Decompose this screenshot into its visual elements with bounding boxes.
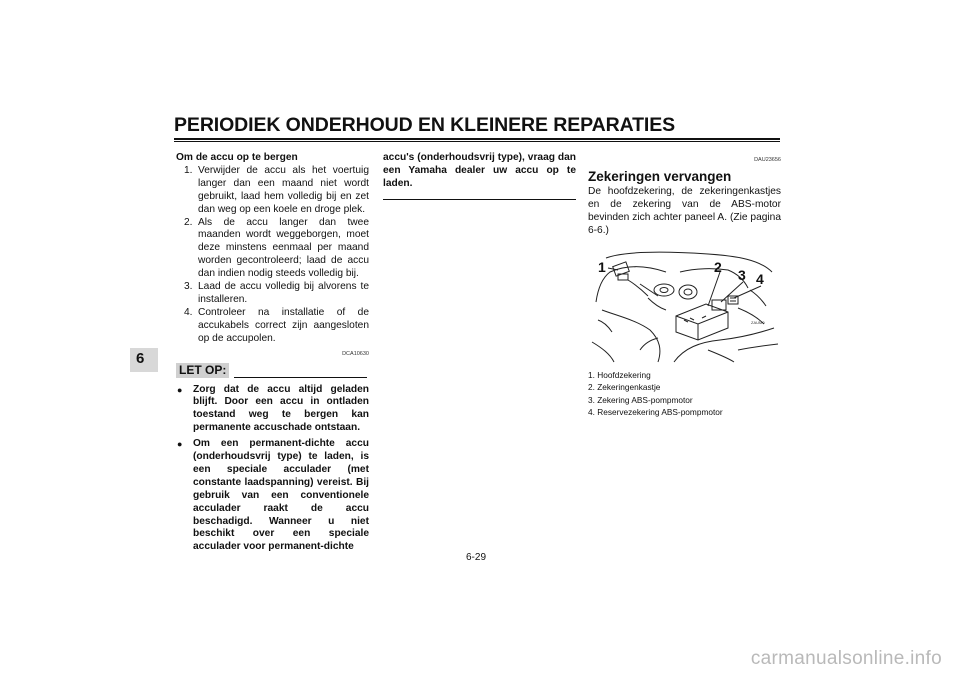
step-number: 3. (184, 281, 193, 293)
section-body: De hoofdzekering, de zekeringenkastjes en de zekering van de ABS-motor bevinden zich achter paneel A. (Zie pagina 6-6.) (588, 185, 781, 236)
step-item (176, 217, 369, 282)
fuse-box-illustration (588, 250, 781, 364)
column-1 (176, 152, 369, 554)
caution-bullet (176, 438, 369, 554)
step-text: Laad de accu volledig bij alvorens te installeren. (198, 281, 369, 305)
column-3 (588, 152, 781, 419)
caution-text: Om een permanent-dichte accu (onderhoudsvrij type) te laden, is een speciale acculader (met constante laadspanning) vereist. Bij gebruik van een conventionele acculader raakt de accu beschadigd. Wanneer u niet beschikt over een speciale acculader voor permanent-dichte (193, 438, 369, 553)
column-2 (383, 152, 576, 200)
callout-1: 1 (598, 258, 606, 275)
section-title: Zekeringen vervangen (588, 168, 732, 184)
chapter-number: 6 (136, 350, 145, 367)
caution-bullet (176, 384, 369, 436)
step-text: Verwijder de accu als het voertuig langer dan een maand niet wordt gebruikt, laad hem volledig bij en zet dan weg op een koele en droge plek. (198, 164, 369, 215)
callout-2: 2 (714, 258, 722, 275)
image-code: ZAUM0 (751, 319, 765, 325)
bullet-icon: ● (177, 384, 183, 395)
reference-code: DCA10630 (342, 350, 369, 357)
step-number: 1. (184, 164, 193, 176)
watermark: carmanualsonline.info (750, 648, 942, 669)
figure-captions (588, 369, 781, 419)
step-item (176, 281, 369, 307)
caution-rule (234, 377, 367, 378)
title-rule-thin (174, 141, 780, 142)
page-title: PERIODIEK ONDERHOUD EN KLEINERE REPARATIES (174, 114, 676, 136)
caption-item: 1. Hoofdzekering (588, 369, 651, 380)
caution-label: LET OP: (176, 363, 229, 379)
fuse-location-figure (588, 250, 781, 364)
step-text: Controleer na installatie of de accukabels correct zijn aangesloten op de accupolen. (198, 306, 369, 344)
caption-item: 3. Zekering ABS-pompmotor (588, 394, 693, 405)
callout-3: 3 (738, 266, 746, 283)
step-number: 2. (184, 216, 193, 228)
title-rule (174, 138, 780, 140)
caption-item: 4. Reservezekering ABS-pompmotor (588, 407, 723, 418)
step-number: 4. (184, 306, 193, 318)
step-item (176, 165, 369, 217)
step-item (176, 307, 369, 346)
caution-text: Zorg dat de accu altijd geladen blijft. Door een accu in ontladen toestand weg te bergen kan permanente accuschade ontstaan. (193, 383, 369, 434)
page-number: 6-29 (466, 552, 487, 563)
caption-item: 2. Zekeringenkastje (588, 382, 661, 393)
callout-4: 4 (756, 270, 764, 287)
caution-header (176, 363, 369, 381)
bullet-icon: ● (177, 439, 183, 450)
caution-continued: accu's (onderhoudsvrij type), vraag dan een Yamaha dealer uw accu op te laden. (383, 152, 576, 189)
caution-end-rule (383, 199, 576, 200)
storage-heading: Om de accu op te bergen (176, 152, 298, 163)
reference-code: DAU23656 (754, 157, 781, 163)
step-text: Als de accu langer dan twee maanden wordt weggeborgen, moet deze minstens eenmaal per maand worden gecontroleerd; laad de accu dan indien nodig steeds volledig bij. (198, 216, 369, 280)
